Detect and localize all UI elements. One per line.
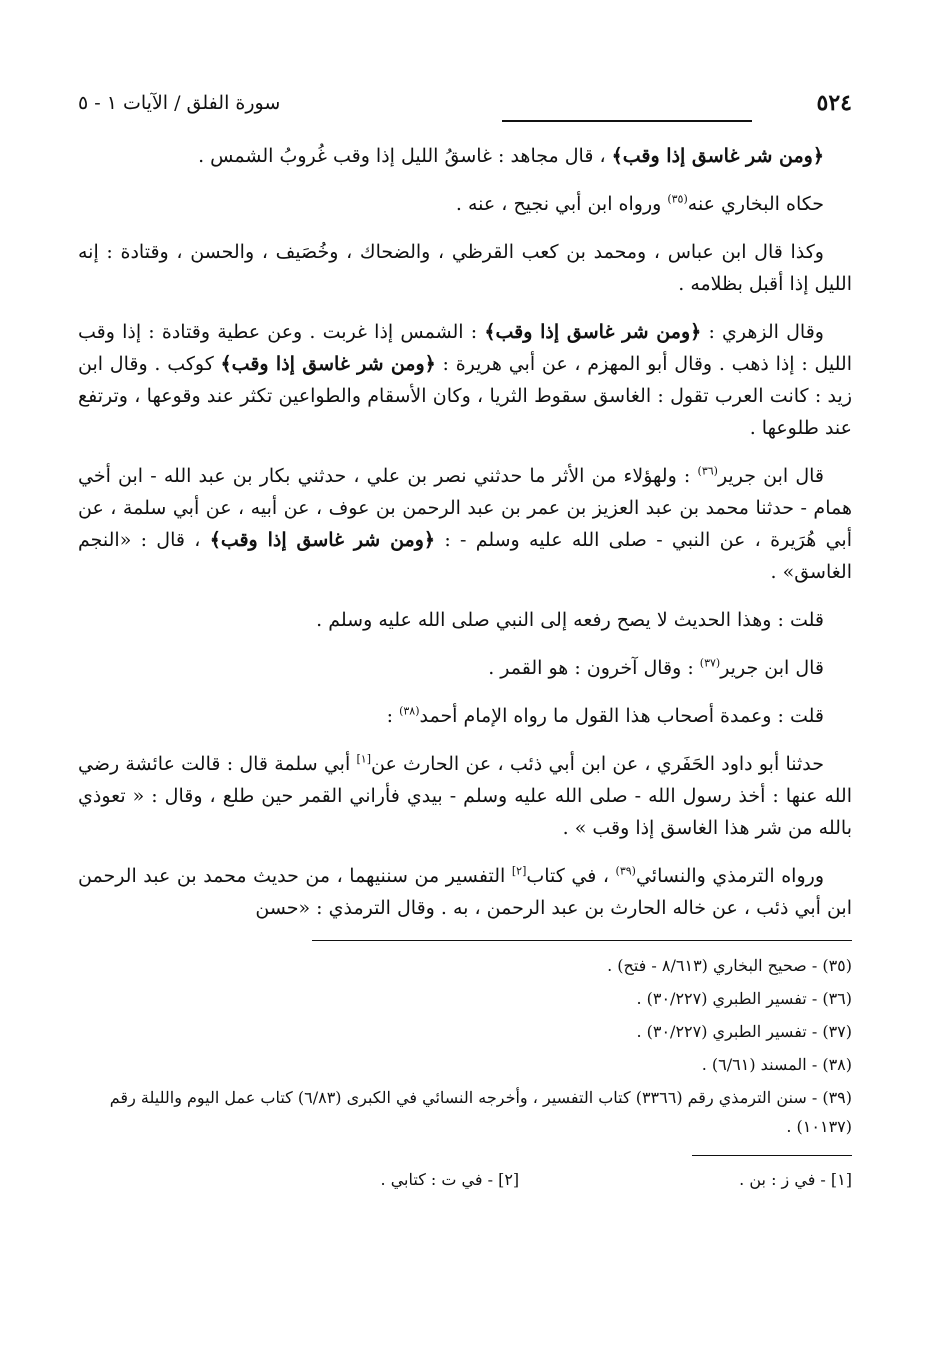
text-run: وقال الزهري : — [701, 321, 824, 343]
text-run: ورواه ابن أبي نجيح ، عنه . — [455, 193, 668, 215]
footnote-item: (٣٨) - المسند (٦/٦١) . — [701, 1055, 852, 1074]
text-run: ، قال : «النجم الغاسق» . — [78, 529, 852, 583]
text-run: التفسير من سننيهما ، من حديث محمد بن عبد الرحمن ابن أبي ذئب ، عن خاله الحارث بن عبد الرحمن ، به . وقال الترمذي : «حسن — [78, 865, 852, 919]
text-run: : وقال آخرون : هو القمر . — [488, 657, 700, 679]
running-title: سورة الفلق / الآيات ١ - ٥ — [78, 92, 281, 114]
text-run: قلت : وهذا الحديث لا يصح رفعه إلى النبي صلى الله عليه وسلم . — [316, 609, 824, 631]
book-page — [78, 90, 852, 1290]
footnote-ref-38[interactable]: (٣٨) — [399, 704, 420, 718]
text-run: قال ابن جرير — [717, 465, 824, 487]
footnote-rule — [312, 940, 852, 941]
text-run: حدثنا أبو داود الحَفَري ، عن ابن أبي ذئب ، عن الحارث عن — [371, 753, 825, 775]
text-run: ، قال مجاهد : غاسقُ الليل إذا وقب غُروبُ الشمس . — [198, 145, 612, 167]
variant-item: [٢] - في ت : كتابي . — [380, 1170, 520, 1189]
paragraph-3 — [78, 236, 852, 300]
footnotes — [78, 951, 852, 1141]
text-run: ورواه الترمذي والنسائي — [635, 865, 824, 887]
header-rule — [502, 120, 752, 122]
footnote-ref-39[interactable]: (٣٩) — [615, 864, 636, 878]
variants-rule — [692, 1155, 852, 1156]
text-run: : الشمس إذا غربت . وعن عطية وقتادة : إذا وقب الليل : إذا ذهب . وقال أبو المهزم ، عن أبي هريرة : — [78, 321, 852, 375]
variant-item: [١] - في ز : بن . — [739, 1170, 852, 1189]
text-run: كوكب . وقال ابن زيد : كانت العرب تقول : الغاسق سقوط الثريا ، وكان الأسقام والطواعين تكثر عند وقوعها ، وترتفع عند طلوعها . — [78, 353, 852, 439]
page-header — [78, 90, 852, 130]
footnote-item: (٣٧) - تفسير الطبري (٣٠/٢٢٧) . — [636, 1022, 852, 1041]
paragraph-5 — [78, 460, 852, 588]
body-text — [78, 140, 852, 924]
text-run: ، في كتاب — [526, 865, 616, 887]
paragraph-7 — [78, 652, 852, 684]
quran-verse: ﴿ومن شر غاسق إذا وقب﴾ — [209, 529, 436, 551]
text-run: : ولهؤلاء من الأثر ما حدثني نصر بن علي ، حدثني بكار بن عبد الله - ابن أخي همام - حدثنا محمد بن عبد العزيز بن عمر بن عبد الرحمن بن عوف ، عن أبيه ، عن أبي سلمة ، عن أبي هُرَيرة ، عن النبي - صلى الله عليه وسلم - : — [78, 465, 852, 551]
text-run: قال ابن جرير — [720, 657, 824, 679]
footnote-ref-37[interactable]: (٣٧) — [699, 656, 721, 670]
text-run: حكاه البخاري عنه — [687, 193, 824, 215]
paragraph-6 — [78, 604, 852, 636]
quran-verse: ﴿ومن شر غاسق إذا وقب﴾ — [484, 321, 702, 343]
footnote-ref-35[interactable]: (٣٥) — [667, 192, 688, 206]
text-run: : — [386, 705, 400, 727]
quran-verse: ﴿ومن شر غاسق إذا وقب﴾ — [220, 353, 436, 375]
paragraph-8 — [78, 700, 852, 732]
paragraph-10 — [78, 860, 852, 924]
footnote-ref-36[interactable]: (٣٦) — [697, 464, 718, 478]
variant-ref-2[interactable]: [٢] — [511, 864, 527, 878]
paragraph-1 — [78, 140, 852, 172]
footnote-item: (٣٦) - تفسير الطبري (٣٠/٢٢٧) . — [636, 989, 852, 1008]
paragraph-9 — [78, 748, 852, 844]
quran-verse: ﴿ومن شر غاسق إذا وقب﴾ — [611, 145, 824, 167]
text-run: وكذا قال ابن عباس ، ومحمد بن كعب القرظي ، والضحاك ، وخُصَيف ، والحسن ، وقتادة : إنه الليل إذا أقبل بظلامه . — [78, 241, 852, 295]
paragraph-2 — [78, 188, 852, 220]
paragraph-4 — [78, 316, 852, 444]
footnote-item: (٣٩) - سنن الترمذي رقم (٣٣٦٦) كتاب التفسير ، وأخرجه النسائي في الكبرى (٦/٨٣) كتاب عمل اليوم والليلة رقم (١٠١٣٧) . — [109, 1088, 852, 1136]
text-run: قلت : وعمدة أصحاب هذا القول ما رواه الإمام أحمد — [419, 705, 824, 727]
text-run: أبي سلمة قال : قالت عائشة رضي الله عنها : أخذ رسول الله - صلى الله عليه وسلم - بيدي فأراني القمر حين طلع ، وقال : « تعوذي بالله من شر هذا الغاسق إذا وقب » . — [78, 753, 852, 839]
manuscript-variants — [78, 1170, 852, 1189]
variant-ref-1[interactable]: [١] — [356, 752, 371, 766]
footnote-item: (٣٥) - صحيح البخاري (٨/٦١٣ - فتح) . — [607, 956, 852, 975]
page-number: ٥٢٤ — [816, 90, 852, 116]
